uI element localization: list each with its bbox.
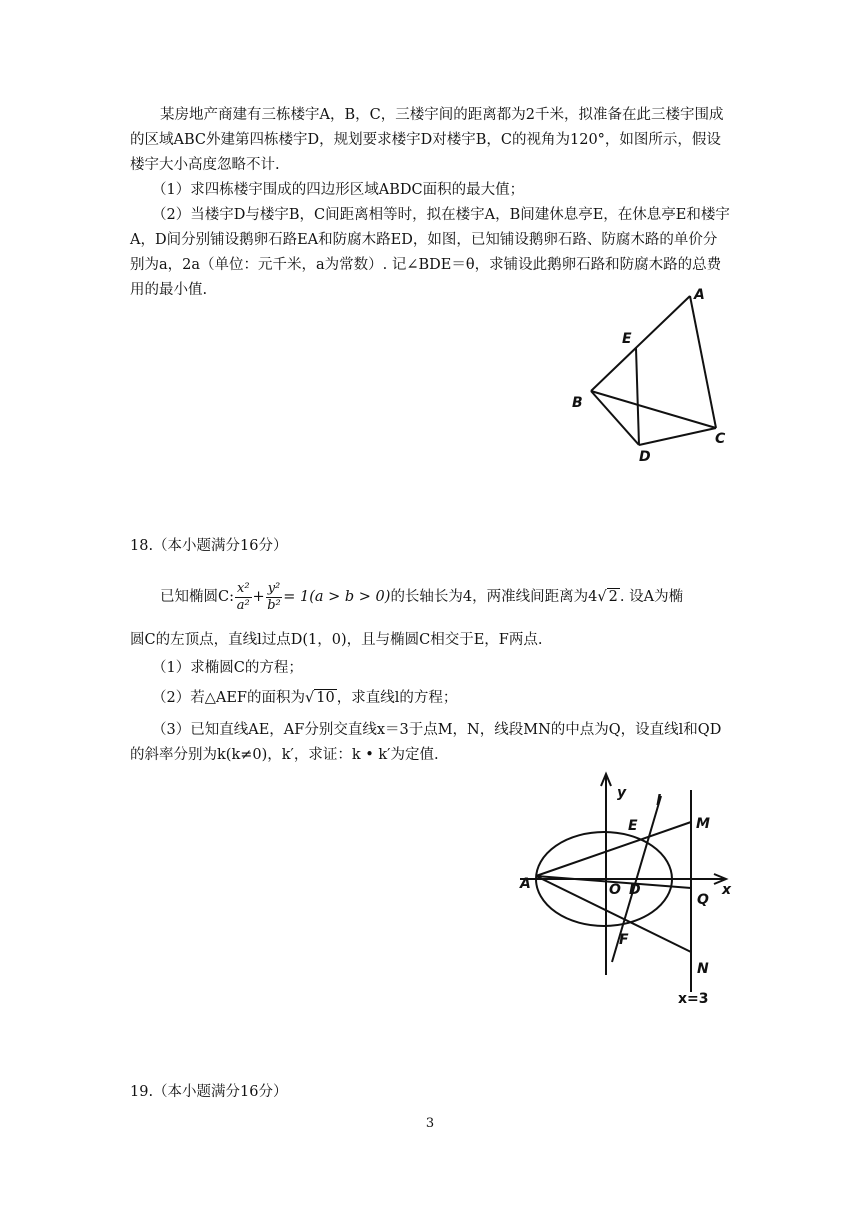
label-O: O xyxy=(609,882,621,898)
problem18-header: 18.（本小题满分16分） xyxy=(130,538,288,554)
segment-DC xyxy=(639,428,716,445)
label-D: D xyxy=(639,449,651,465)
segment-AC xyxy=(690,296,716,428)
problem18-question-2: （2）若△AEF的面积为√ 10 ，求直线l的方程； xyxy=(152,690,458,706)
label-C: C xyxy=(715,431,726,447)
problem17-question-1: （1）求四栋楼宇围成的四边形区域ABDC面积的最大值； xyxy=(152,182,525,198)
label-B: B xyxy=(572,395,583,411)
label-x-equals-3: x=3 xyxy=(678,991,709,1007)
label-A: A xyxy=(694,287,705,303)
intro-post: . 设A为椭 xyxy=(619,589,684,605)
label-D: D xyxy=(629,882,641,898)
problem18-intro: 已知椭圆C: $\frac{\text{x²}}{\text{a²}}$ + $\frac{\text{y²}}{\text{b²}}$ = 1(a > b > 0)的长轴长为4，两准线间距离为4√ 2 . 设A为椭 xyxy=(160,580,684,613)
label-A: A xyxy=(520,876,531,892)
problem18-intro-line2: 圆C的左顶点，直线l过点D(1，0)，且与椭圆C相交于E，F两点. xyxy=(130,632,543,648)
segment-AM xyxy=(536,822,691,876)
label-F: F xyxy=(619,932,629,948)
problem18-question-1: （1）求椭圆C的方程； xyxy=(152,660,303,676)
figure-quadrilateral xyxy=(560,285,740,465)
problem19-header: 19.（本小题满分16分） xyxy=(130,1084,288,1100)
segment-ED xyxy=(636,348,639,445)
problem17-question-2: （2）当楼宇D与楼宇B，C间距离相等时，拟在楼宇A，B间建休息亭E，在休息亭E和楼宇A，D间分别铺设鹅卵石路EA和防腐木路ED，如图，已知铺设鹅卵石路、防腐木路的单价分别为a，2a（单位：元千米，a为常数）. 记∠BDE＝θ，求铺设此鹅卵石路和防腐木路的总费用的最小值. xyxy=(130,207,730,298)
dist-coef: 4 xyxy=(588,589,598,605)
label-y: y xyxy=(617,785,627,801)
label-N: N xyxy=(697,961,709,977)
plus-sign: + xyxy=(252,589,265,605)
figure-ellipse xyxy=(516,770,746,1010)
dist-radicand: 2 xyxy=(608,589,618,605)
label-E: E xyxy=(622,331,632,347)
fraction-y2-b2: $\frac{\text{y²}}{\text{b²}}$ xyxy=(267,580,281,613)
ellipse-condition: = 1(a > b > 0) xyxy=(283,589,391,605)
intro-mid: 的长轴长为4，两准线间距离为 xyxy=(390,589,589,605)
fraction-x2-a2: $\frac{\text{x²}}{\text{a²}}$ xyxy=(236,580,250,613)
label-Q: Q xyxy=(697,892,709,908)
problem18-question-3: （3）已知直线AE，AF分别交直线x＝3于点M，N，线段MN的中点为Q，设直线l和QD的斜率分别为k(k≠0)，k′，求证：k • k′为定值. xyxy=(130,722,722,763)
label-l: l xyxy=(656,793,661,809)
segment-AB xyxy=(591,296,690,391)
page-number: 3 xyxy=(425,1116,435,1131)
segment-BC xyxy=(591,391,716,428)
label-M: M xyxy=(696,816,710,832)
intro-pre: 已知椭圆C: xyxy=(160,589,234,605)
label-E: E xyxy=(628,818,638,834)
label-x: x xyxy=(722,882,732,898)
problem17-intro: 某房地产商建有三栋楼宇A，B，C，三楼宇间的距离都为2千米，拟准备在此三楼宇围成的区域ABC外建第四栋楼宇D，规划要求楼宇D对楼宇B，C的视角为120°，如图所示，假设楼宇大小高度忽略不计. xyxy=(130,107,724,173)
